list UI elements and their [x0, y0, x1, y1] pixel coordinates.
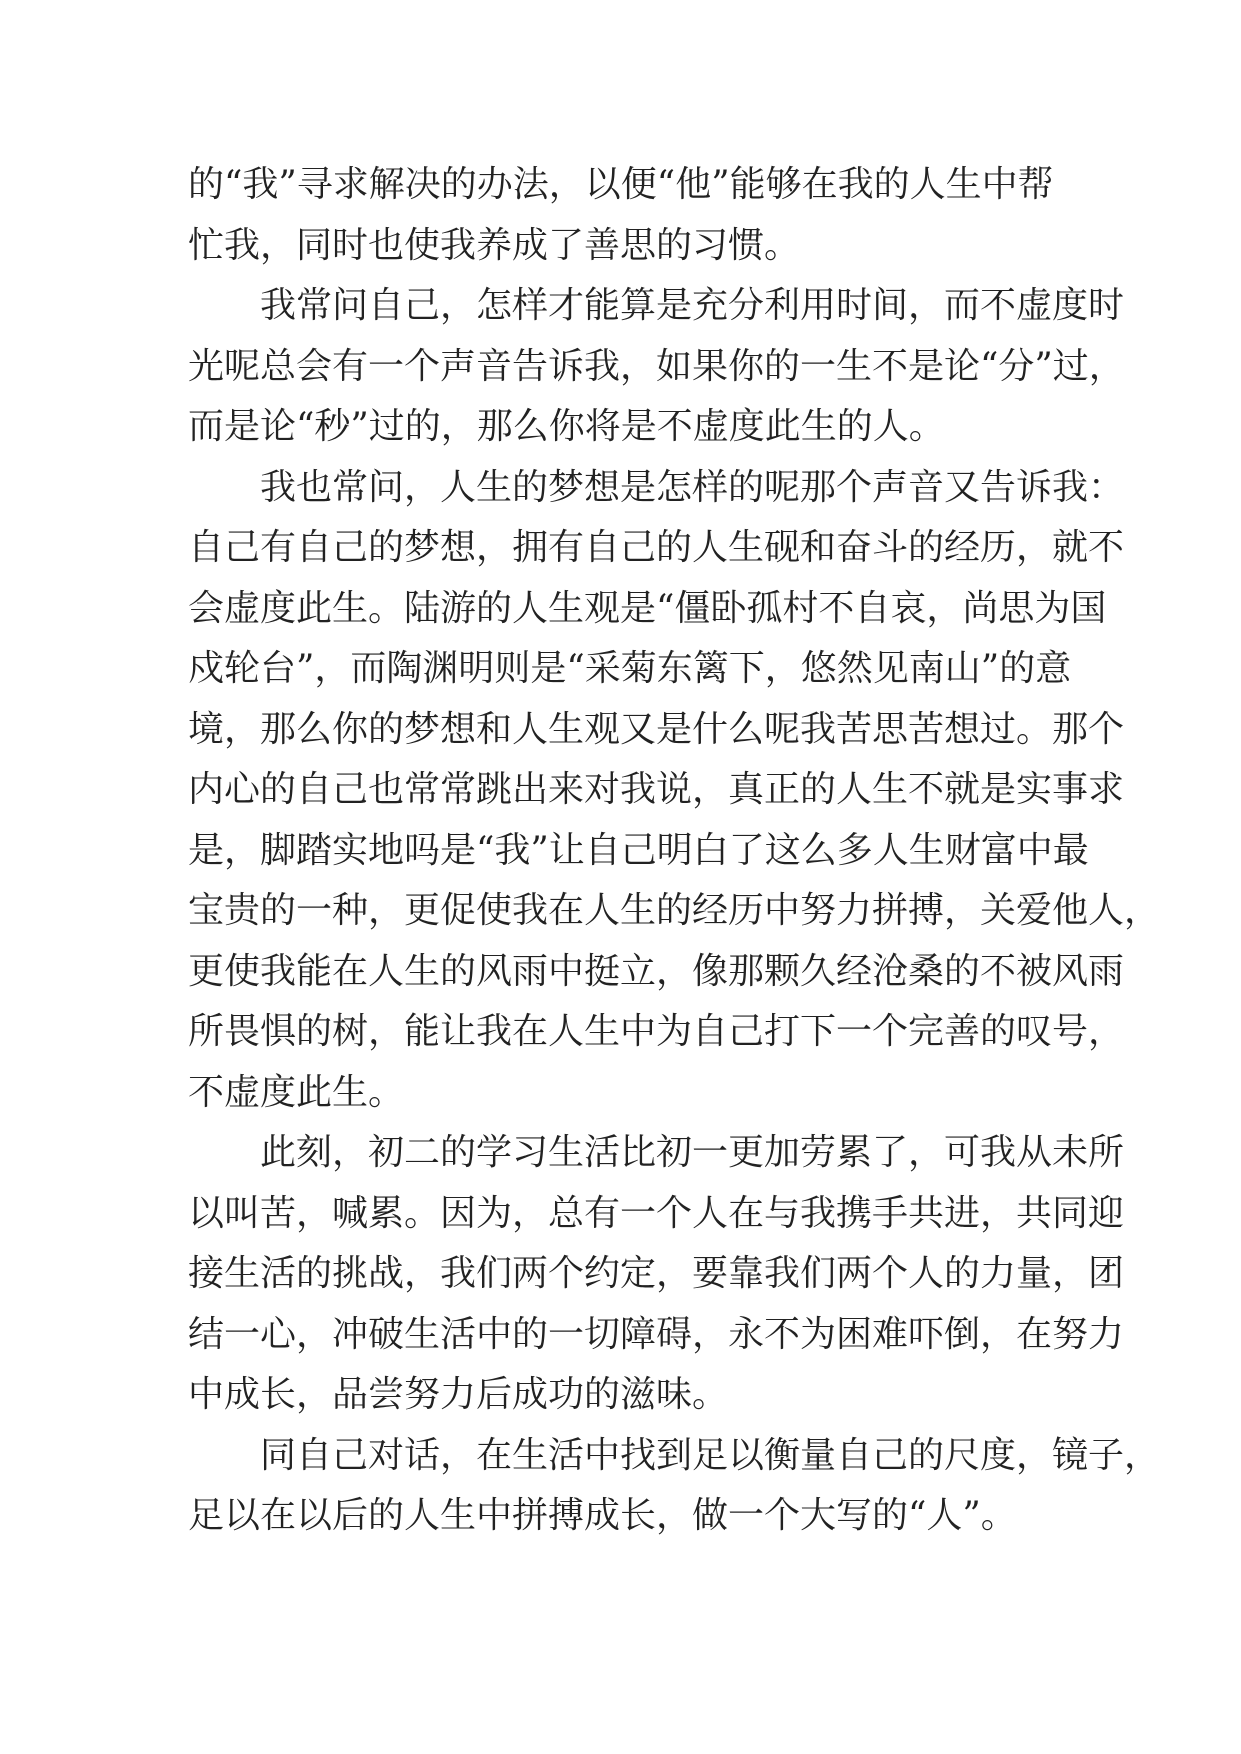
- text-line: 自己有自己的梦想，拥有自己的人生砚和奋斗的经历，就不: [188, 527, 1125, 568]
- text-line: 同自己对话，在生活中找到足以衡量自己的尺度，镜子，: [188, 1434, 1161, 1476]
- text-line: 忙我，同时也使我养成了善思的习惯。: [188, 224, 801, 266]
- text-line: 内心的自己也常常跳出来对我说，真正的人生不就是实事求: [188, 769, 1125, 810]
- text-line: 光呢总会有一个声音告诉我，如果你的一生不是论“分”过，: [188, 345, 1125, 387]
- text-line: 足以在以后的人生中拼搏成长，做一个大写的“人”。: [188, 1495, 1017, 1536]
- text-line: 中成长，品尝努力后成功的滋味。: [188, 1374, 729, 1415]
- text-line: 的“我”寻求解决的办法，以便“他”能够在我的人生中帮: [188, 164, 1054, 205]
- text-line: 更使我能在人生的风雨中挺立，像那颗久经沧桑的不被风雨: [188, 950, 1125, 992]
- text-line: 是，脚踏实地吗是“我”让自己明白了这么多人生财富中最: [188, 829, 1089, 871]
- text-line: 所畏惧的树，能让我在人生中为自己打下一个完善的叹号，: [188, 1011, 1125, 1052]
- text-line: 我常问自己，怎样才能算是充分利用时间，而不虚度时: [188, 285, 1125, 326]
- text-line: 戍轮台”，而陶渊明则是“采菊东篱下，悠然见南山”的意: [188, 648, 1072, 689]
- text-line: 接生活的挑战，我们两个约定，要靠我们两个人的力量，团: [188, 1253, 1125, 1294]
- text-line: 以叫苦，喊累。因为，总有一个人在与我携手共进，共同迎: [188, 1192, 1125, 1234]
- text-line: 此刻，初二的学习生活比初一更加劳累了，可我从未所: [188, 1132, 1125, 1173]
- text-line: 结一心，冲破生活中的一切障碍，永不为困难吓倒，在努力: [188, 1313, 1125, 1355]
- text-line: 会虚度此生。陆游的人生观是“僵卧孤村不自哀，尚思为国: [188, 587, 1107, 629]
- text-line: 我也常问，人生的梦想是怎样的呢那个声音又告诉我：: [188, 466, 1125, 508]
- text-line: 宝贵的一种，更促使我在人生的经历中努力拼搏，关爱他人，: [188, 890, 1161, 931]
- text-line: 不虚度此生。: [188, 1071, 405, 1113]
- text-line: 而是论“秒”过的，那么你将是不虚度此生的人。: [188, 406, 945, 447]
- body-text: [188, 155, 1161, 1547]
- text-line: 境，那么你的梦想和人生观又是什么呢我苦思苦想过。那个: [188, 708, 1125, 750]
